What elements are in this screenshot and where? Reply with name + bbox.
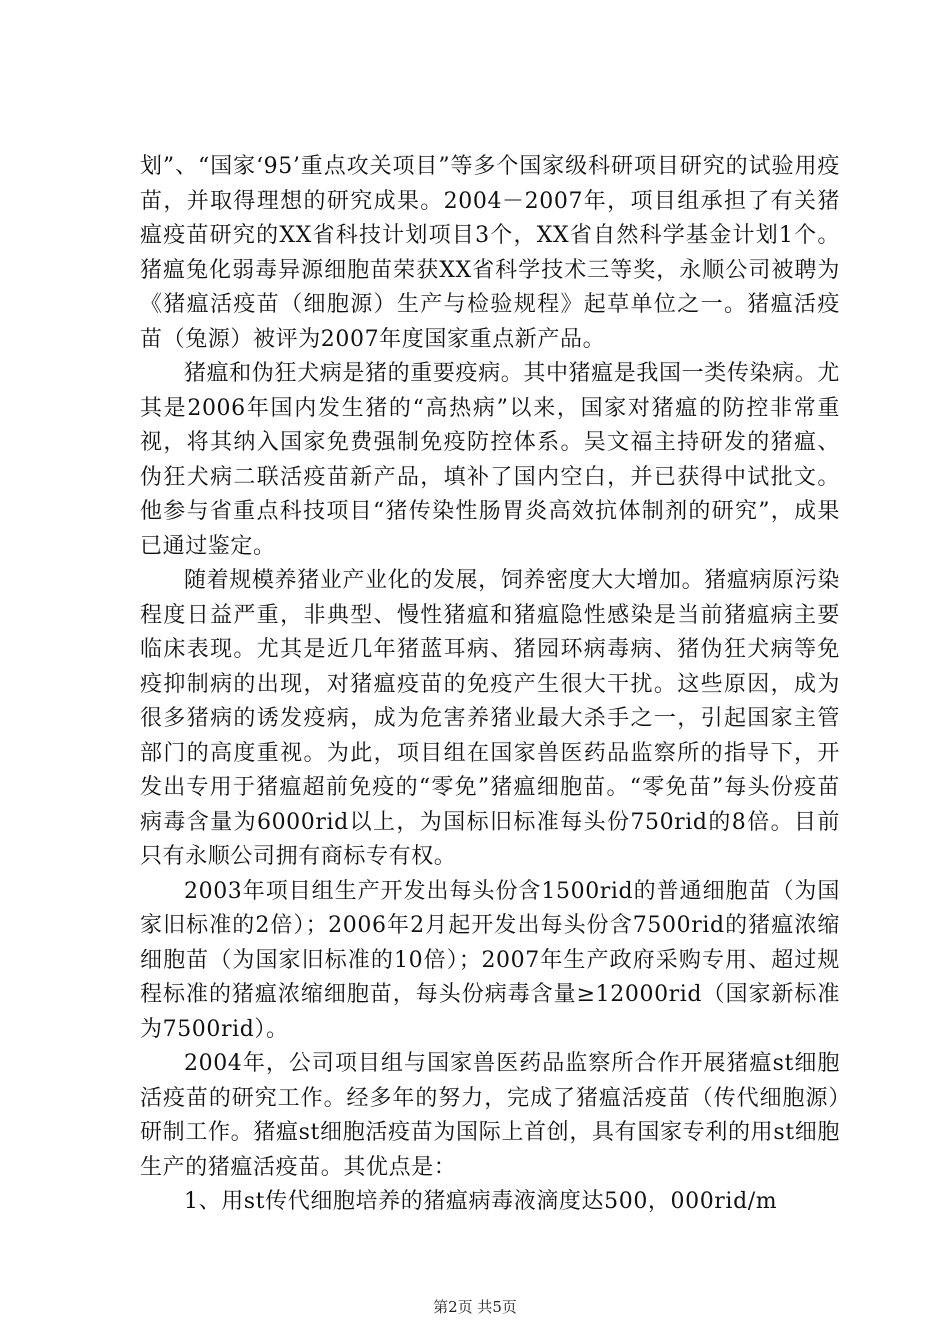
- paragraph-2: 猪瘟和伪狂犬病是猪的重要疫病。其中猪瘟是我国一类传染病。尤其是2006年国内发生猪的“高热病”以来，国家对猪瘟的防控非常重视，将其纳入国家免费强制免疫防控体系。吴文福主持研发的猪瘟、伪狂犬病二联活疫苗新产品，填补了国内空白，并已获得中试批文。他参与省重点科技项目“猪传染性肠胃炎高效抗体制剂的研究”，成果已通过鉴定。: [140, 361, 840, 559]
- paragraph-1: 划”、“国家‘95’重点攻关项目”等多个国家级科研项目研究的试验用疫苗，并取得理想的研究成果。2004－2007年，项目组承担了有关猪瘟疫苗研究的XX省科技计划项目3个，XX省自然科学基金计划1个。猪瘟兔化弱毒异源细胞苗荣获XX省科学技术三等奖，永顺公司被聘为《猪瘟活疫苗（细胞源）生产与检验规程》起草单位之一。猪瘟活疫苗（兔源）被评为2007年度国家重点新产品。: [140, 154, 840, 352]
- paragraph-4: 2003年项目组生产开发出每头份含1500rid的普通细胞苗（为国家旧标准的2倍）；2006年2月起开发出每头份含7500rid的猪瘟浓缩细胞苗（为国家旧标准的10倍）；2007年生产政府采购专用、超过规程标准的猪瘟浓缩细胞苗，每头份病毒含量≥12000rid（国家新标准为7500rid）。: [140, 878, 840, 1042]
- document-body: [140, 150, 840, 1220]
- paragraph-6: 1、用st传代细胞培养的猪瘟病毒液滴度达500，000rid/m: [184, 1189, 778, 1214]
- paragraph-5: 2004年，公司项目组与国家兽医药品监察所合作开展猪瘟st细胞活疫苗的研究工作。经多年的努力，完成了猪瘟活疫苗（传代细胞源）研制工作。猪瘟st细胞活疫苗为国际上首创，具有国家专利的用st细胞生产的猪瘟活疫苗。其优点是：: [140, 1051, 840, 1180]
- paragraph-3: 随着规模养猪业产业化的发展，饲养密度大大增加。猪瘟病原污染程度日益严重，非典型、慢性猪瘟和猪瘟隐性感染是当前猪瘟病主要临床表现。尤其是近几年猪蓝耳病、猪园环病毒病、猪伪狂犬病等免疫抑制病的出现，对猪瘟疫苗的免疫产生很大干扰。这些原因，成为很多猪病的诱发疫病，成为危害养猪业最大杀手之一，引起国家主管部门的高度重视。为此，项目组在国家兽医药品监察所的指导下，开发出专用于猪瘟超前免疫的“零免”猪瘟细胞苗。“零免苗”每头份疫苗病毒含量为6000rid以上，为国标旧标准每头份750rid的8倍。目前只有永顺公司拥有商标专有权。: [140, 568, 840, 869]
- page-footer: 第2页 共5页: [433, 1298, 517, 1316]
